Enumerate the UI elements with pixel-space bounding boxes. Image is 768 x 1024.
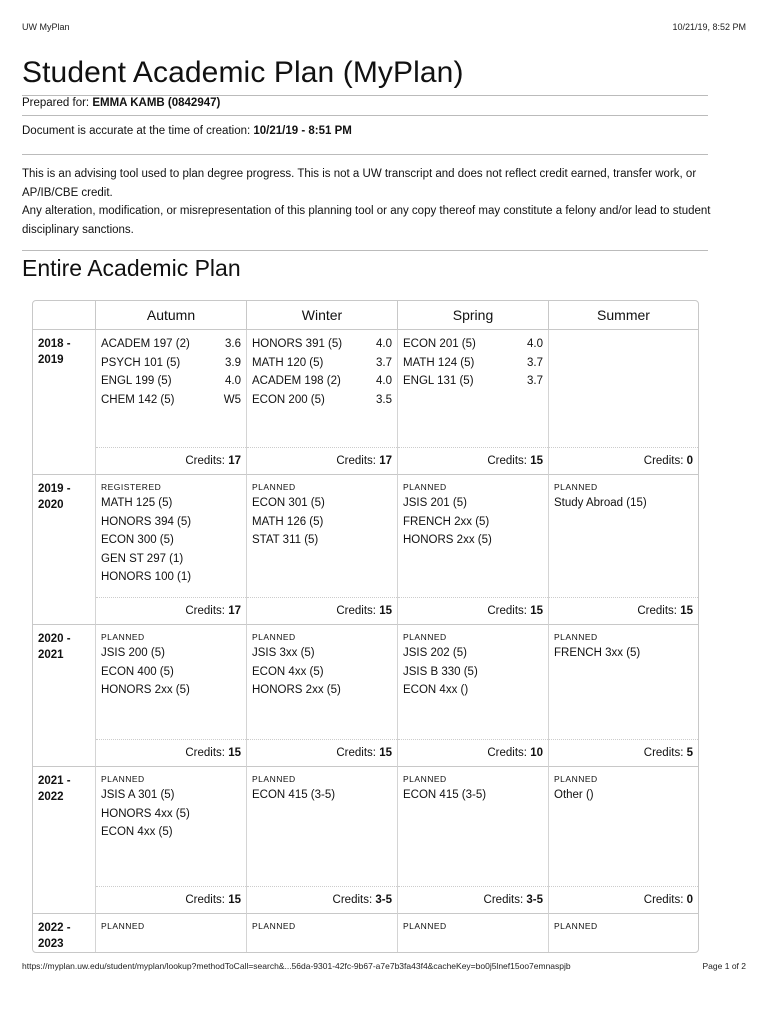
credits-label: Credits: [185, 455, 229, 467]
course-name: JSIS 201 (5) [403, 497, 467, 509]
credits-value: 15 [530, 605, 543, 617]
course-grade: W5 [223, 393, 241, 406]
divider [22, 154, 708, 155]
quarter-cell [246, 474, 397, 624]
credits-value: 15 [379, 747, 392, 759]
quarter-credits [549, 597, 698, 624]
course-item[interactable] [252, 531, 392, 550]
disclaimer-text-2: Any alteration, modification, or misrepresentation of this planning tool or any copy thereof may constitute a felony and/or lead to student disciplinary sanctions. [22, 205, 711, 236]
academic-plan-table [32, 300, 699, 953]
quarter-credits [549, 739, 698, 766]
course-name: ENGL 199 (5) [101, 375, 172, 388]
course-item[interactable] [101, 354, 241, 373]
credits-label: Credits: [332, 894, 376, 906]
year-row [33, 330, 698, 474]
quarter-cell [548, 913, 698, 952]
divider [22, 95, 708, 96]
quarter-credits [96, 447, 246, 474]
credits-value: 15 [530, 455, 543, 467]
creation-timestamp: 10/21/19 - 8:51 PM [253, 125, 352, 137]
quarter-cell [246, 330, 397, 474]
print-header-datetime: 10/21/19, 8:52 PM [672, 22, 746, 32]
course-grade: 4.0 [527, 338, 543, 350]
course-item[interactable] [101, 786, 241, 805]
credits-value: 17 [379, 455, 392, 467]
course-grade: 3.5 [376, 393, 392, 406]
course-item[interactable] [252, 513, 392, 532]
course-grade: 3.7 [376, 356, 392, 369]
quarter-credits [247, 739, 397, 766]
quarter-status: PLANNED [554, 921, 598, 931]
accuracy-note [22, 125, 352, 137]
quarter-cell [397, 913, 548, 952]
course-name: Study Abroad (15) [554, 497, 647, 509]
academic-year-start: 2021 - [38, 775, 71, 787]
academic-year [33, 624, 95, 766]
course-item[interactable] [252, 663, 392, 682]
course-name: ACADEM 197 (2) [101, 338, 190, 350]
course-name: GEN ST 297 (1) [101, 552, 184, 565]
quarter-credits [398, 447, 548, 474]
quarter-credits [96, 886, 246, 913]
course-item[interactable] [252, 494, 392, 513]
course-name: JSIS 3xx (5) [252, 647, 315, 659]
course-item[interactable] [101, 568, 241, 587]
course-name: Other () [554, 789, 594, 801]
quarter-status: PLANNED [554, 632, 598, 642]
course-item[interactable] [403, 513, 543, 532]
credits-value: 3-5 [526, 894, 543, 906]
course-grade: 3.6 [225, 338, 241, 350]
course-item[interactable] [554, 494, 693, 513]
quarter-credits [247, 597, 397, 624]
quarter-cell [95, 330, 246, 474]
course-name: HONORS 2xx (5) [403, 534, 492, 547]
credits-value: 17 [228, 605, 241, 617]
course-item[interactable] [252, 354, 392, 373]
credits-label: Credits: [336, 455, 380, 467]
course-name: HONORS 4xx (5) [101, 807, 190, 820]
course-name: ECON 200 (5) [252, 393, 325, 406]
course-name: MATH 120 (5) [252, 356, 324, 369]
course-item[interactable] [252, 786, 392, 805]
year-row [33, 474, 698, 624]
quarter-credits [247, 447, 397, 474]
course-name: MATH 125 (5) [101, 497, 173, 509]
quarter-status: PLANNED [252, 921, 296, 931]
course-item[interactable] [403, 681, 543, 700]
course-item[interactable] [403, 644, 543, 663]
quarter-cell [548, 330, 698, 474]
course-item[interactable] [403, 335, 543, 354]
academic-year-end: 2019 [38, 354, 64, 366]
course-name: ECON 4xx () [403, 684, 469, 697]
credits-value: 0 [686, 894, 693, 906]
course-name: PSYCH 101 (5) [101, 356, 181, 369]
course-item[interactable] [101, 372, 241, 391]
quarter-credits [549, 447, 698, 474]
academic-year-start: 2018 - [38, 338, 71, 350]
quarter-status: PLANNED [403, 921, 447, 931]
credits-value: 0 [686, 455, 693, 467]
prepared-label: Prepared for: [22, 97, 93, 109]
section-title: Entire Academic Plan [22, 255, 241, 281]
academic-year [33, 766, 95, 913]
disclaimer-text-1: This is an advising tool used to plan degree progress. This is not a UW transcript and does not reflect credit earned, transfer work, or AP/IB/CBE credit. [22, 168, 697, 199]
course-name: MATH 126 (5) [252, 515, 324, 528]
credits-label: Credits: [483, 894, 527, 906]
academic-year-start: 2022 - [38, 922, 71, 934]
course-item[interactable] [101, 805, 241, 824]
quarter-status: PLANNED [403, 482, 447, 492]
quarter-cell [246, 624, 397, 766]
course-item[interactable] [101, 681, 241, 700]
course-name: FRENCH 3xx (5) [554, 647, 641, 659]
course-name: JSIS 202 (5) [403, 647, 467, 659]
course-name: JSIS 200 (5) [101, 647, 165, 659]
quarter-cell [397, 766, 548, 913]
course-item[interactable] [101, 823, 241, 842]
credits-label: Credits: [643, 894, 687, 906]
year-row [33, 766, 698, 913]
course-name: ACADEM 198 (2) [252, 375, 341, 388]
quarter-status: PLANNED [554, 482, 598, 492]
credits-value: 15 [228, 747, 241, 759]
course-item[interactable] [101, 531, 241, 550]
course-name: HONORS 2xx (5) [252, 684, 341, 697]
credits-value: 15 [379, 605, 392, 617]
course-name: ENGL 131 (5) [403, 375, 474, 388]
course-item[interactable] [554, 786, 693, 805]
quarter-status: PLANNED [403, 632, 447, 642]
course-item[interactable] [252, 391, 392, 410]
credits-value: 17 [228, 455, 241, 467]
print-header-app: UW MyPlan [22, 22, 70, 32]
course-item[interactable] [101, 335, 241, 354]
course-item[interactable] [554, 644, 693, 663]
credits-label: Credits: [487, 747, 531, 759]
course-grade: 4.0 [376, 338, 392, 350]
course-item[interactable] [101, 644, 241, 663]
academic-year-start: 2020 - [38, 633, 71, 645]
quarter-cell [95, 474, 246, 624]
quarter-cell [246, 766, 397, 913]
credits-label: Credits: [487, 455, 531, 467]
course-name: ECON 415 (3-5) [252, 789, 336, 801]
course-name: HONORS 391 (5) [252, 338, 343, 350]
course-item[interactable] [403, 494, 543, 513]
course-item[interactable] [403, 786, 543, 805]
credits-value: 15 [680, 605, 693, 617]
course-item[interactable] [403, 531, 543, 550]
course-item[interactable] [101, 513, 241, 532]
course-item[interactable] [403, 372, 543, 391]
accurate-label: Document is accurate at the time of creation: [22, 125, 254, 137]
course-name: ECON 201 (5) [403, 338, 476, 350]
credits-value: 10 [530, 747, 543, 759]
quarter-credits [398, 739, 548, 766]
quarter-status: PLANNED [252, 482, 296, 492]
credits-label: Credits: [336, 605, 380, 617]
course-name: CHEM 142 (5) [101, 393, 175, 406]
course-item[interactable] [101, 494, 241, 513]
academic-year [33, 913, 95, 952]
course-grade: 4.0 [376, 375, 392, 388]
credits-value: 5 [686, 747, 693, 759]
quarter-cell [397, 330, 548, 474]
quarter-status: PLANNED [403, 774, 447, 784]
course-item[interactable] [252, 644, 392, 663]
course-name: JSIS B 330 (5) [403, 665, 478, 678]
quarter-cell [548, 624, 698, 766]
quarter-header-row [33, 301, 698, 330]
credits-label: Credits: [185, 605, 229, 617]
year-column-header [33, 301, 95, 330]
quarter-header: Autumn [95, 301, 246, 330]
credits-label: Credits: [185, 747, 229, 759]
credits-label: Credits: [185, 894, 229, 906]
course-item[interactable] [101, 550, 241, 569]
quarter-credits [398, 886, 548, 913]
course-name: HONORS 394 (5) [101, 515, 192, 528]
quarter-status: PLANNED [252, 774, 296, 784]
quarter-header: Summer [548, 301, 698, 330]
credits-label: Credits: [336, 747, 380, 759]
page-title: Student Academic Plan (MyPlan) [22, 56, 464, 89]
quarter-credits [398, 597, 548, 624]
quarter-cell [95, 766, 246, 913]
quarter-credits [96, 739, 246, 766]
quarter-status: PLANNED [554, 774, 598, 784]
course-item[interactable] [252, 372, 392, 391]
course-name: ECON 415 (3-5) [403, 789, 487, 801]
quarter-cell [246, 913, 397, 952]
academic-year-end: 2022 [38, 791, 64, 803]
academic-year-start: 2019 - [38, 483, 71, 495]
disclaimer [22, 165, 712, 239]
quarter-cell [95, 624, 246, 766]
course-grade: 3.7 [527, 375, 543, 388]
page-url: https://myplan.uw.edu/student/myplan/lookup?methodToCall=search&...56da-9301-42fc-9b67-a7e7b3fa43f4&cacheKey=bo0j5lnef15oo7emnaspjb [22, 961, 571, 971]
page-number: Page 1 of 2 [702, 961, 746, 971]
course-name: ECON 4xx (5) [101, 826, 173, 839]
course-item[interactable] [101, 391, 241, 410]
credits-value: 15 [228, 894, 241, 906]
quarter-status: PLANNED [101, 632, 145, 642]
academic-year-end: 2023 [38, 938, 64, 950]
course-name: ECON 400 (5) [101, 665, 174, 678]
course-item[interactable] [403, 663, 543, 682]
academic-year-end: 2021 [38, 649, 64, 661]
course-item[interactable] [252, 335, 392, 354]
course-name: HONORS 100 (1) [101, 571, 192, 584]
academic-year [33, 474, 95, 624]
course-grade: 4.0 [225, 375, 241, 388]
student-name: EMMA KAMB (0842947) [92, 97, 221, 109]
course-item[interactable] [403, 354, 543, 373]
course-name: HONORS 2xx (5) [101, 684, 190, 697]
quarter-status: PLANNED [101, 921, 145, 931]
credits-label: Credits: [487, 605, 531, 617]
year-row [33, 913, 698, 952]
prepared-for [22, 97, 220, 109]
credits-label: Credits: [643, 747, 687, 759]
course-name: ECON 4xx (5) [252, 665, 324, 678]
course-name: FRENCH 2xx (5) [403, 515, 490, 528]
quarter-credits [549, 886, 698, 913]
quarter-cell [548, 474, 698, 624]
quarter-cell [95, 913, 246, 952]
academic-year-end: 2020 [38, 499, 64, 511]
quarter-cell [397, 624, 548, 766]
divider [22, 250, 708, 251]
quarter-status: PLANNED [101, 774, 145, 784]
course-name: ECON 300 (5) [101, 534, 174, 547]
quarter-cell [548, 766, 698, 913]
quarter-credits [96, 597, 246, 624]
quarter-cell [397, 474, 548, 624]
credits-label: Credits: [643, 455, 687, 467]
course-name: ECON 301 (5) [252, 497, 325, 509]
course-grade: 3.7 [527, 356, 543, 369]
course-name: MATH 124 (5) [403, 356, 475, 369]
course-name: STAT 311 (5) [252, 534, 319, 547]
course-name: JSIS A 301 (5) [101, 789, 175, 801]
quarter-status: REGISTERED [101, 482, 162, 492]
quarter-header: Spring [397, 301, 548, 330]
academic-year [33, 330, 95, 474]
course-item[interactable] [101, 663, 241, 682]
year-row [33, 624, 698, 766]
quarter-status: PLANNED [252, 632, 296, 642]
course-item[interactable] [252, 681, 392, 700]
divider [22, 115, 708, 116]
quarter-header: Winter [246, 301, 397, 330]
credits-value: 3-5 [375, 894, 392, 906]
course-grade: 3.9 [225, 356, 241, 369]
quarter-credits [247, 886, 397, 913]
credits-label: Credits: [637, 605, 681, 617]
